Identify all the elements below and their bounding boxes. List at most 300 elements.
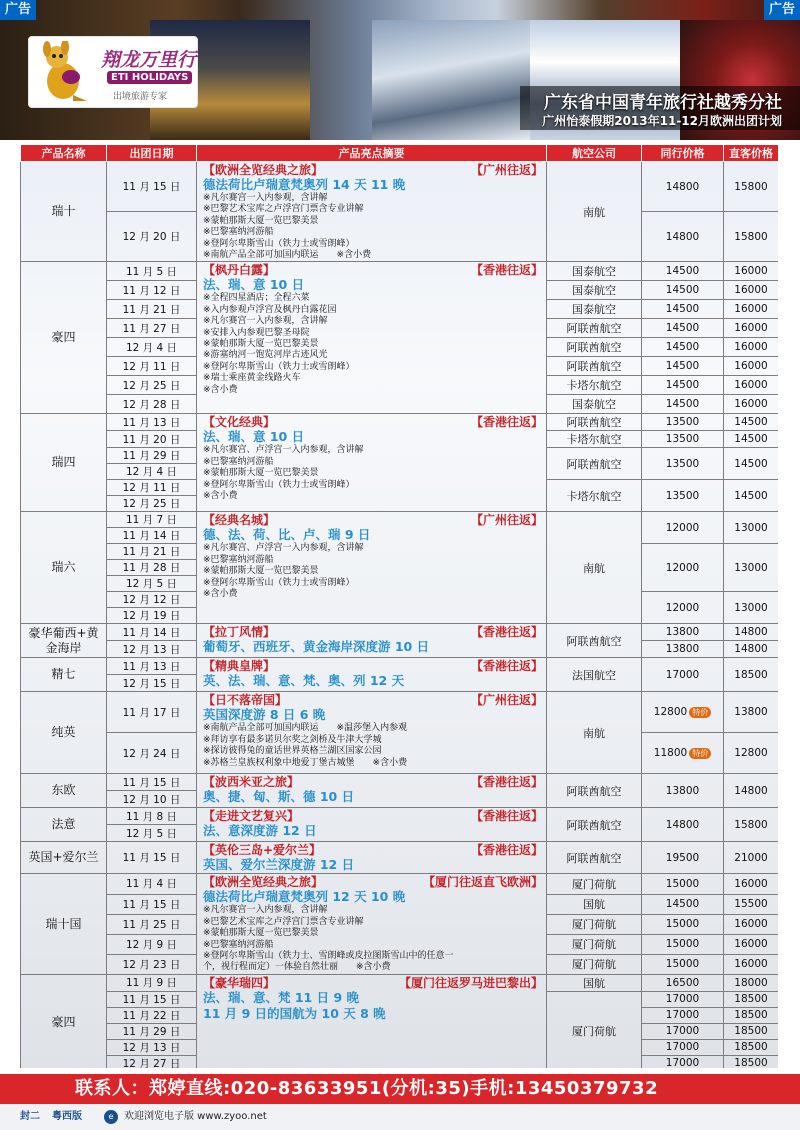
direct-price: 16000 (724, 914, 779, 934)
direct-price: 18500 (724, 1023, 779, 1039)
highlight-subtitle: 英国深度游 8 日 6 晚 (203, 707, 326, 723)
highlight-route: 【香港往返】 (470, 659, 543, 674)
footer (0, 1104, 800, 1130)
departure-date: 11 月 15 日 (107, 162, 197, 212)
direct-price: 12800 (724, 733, 779, 774)
highlight-note: ※含小费 (203, 384, 238, 395)
product-name: 豪华葡西+黄金海岸 (21, 624, 107, 658)
direct-price: 16000 (724, 395, 779, 414)
table-row (21, 624, 779, 641)
table-row (21, 842, 779, 874)
highlight-route: 【厦门往返罗马进巴黎出】 (398, 975, 543, 990)
peer-price (642, 212, 724, 262)
brand-name-cn: 翔龙万里行 (101, 49, 197, 71)
direct-price: 18000 (724, 974, 779, 991)
airline: 阿联酋航空 (547, 357, 642, 376)
peer-price (642, 592, 724, 624)
direct-price: 15800 (724, 162, 779, 212)
direct-price: 14800 (724, 641, 779, 658)
direct-price: 16000 (724, 281, 779, 300)
departure-date: 11 月 13 日 (107, 414, 197, 431)
airline: 阿联酋航空 (547, 624, 642, 658)
peer-price (642, 544, 724, 592)
highlight-note: ※蒙帕那斯大厦一览巴黎美景 (203, 468, 319, 479)
highlight-title (203, 693, 543, 707)
brand-name-en: ETI HOLIDAYS (107, 71, 192, 84)
peer-price-value: 13500 (665, 457, 700, 470)
table-row (21, 512, 779, 528)
departure-date: 11 月 28 日 (107, 560, 197, 576)
departure-date: 12 月 24 日 (107, 733, 197, 774)
peer-price-value: 14500 (665, 265, 700, 278)
peer-price (642, 1055, 724, 1068)
highlight-note: ※拜访享有最多诺贝尔奖之剑桥及牛津大学城 (203, 734, 382, 745)
departure-date: 12 月 4 日 (107, 464, 197, 480)
highlight-note: ※含小费 (203, 589, 238, 600)
peer-price (642, 874, 724, 894)
departure-date: 11 月 21 日 (107, 300, 197, 319)
product-name: 纯英 (21, 692, 107, 774)
departure-date: 12 月 11 日 (107, 357, 197, 376)
peer-price (642, 281, 724, 300)
product-highlights (197, 512, 547, 624)
direct-price: 14800 (724, 774, 779, 808)
special-price-badge: 特价 (689, 707, 711, 718)
airline: 国航 (547, 894, 642, 914)
airline: 阿联酋航空 (547, 808, 642, 842)
footer-edition: 粤西版 (52, 1111, 82, 1122)
peer-price (642, 414, 724, 431)
table-row (21, 874, 779, 894)
highlight-name: 【日不落帝国】 (203, 693, 288, 708)
peer-price (642, 954, 724, 974)
product-highlights (197, 162, 547, 262)
direct-price: 14800 (724, 624, 779, 641)
departure-date: 11 月 15 日 (107, 894, 197, 914)
product-name: 东欧 (21, 774, 107, 808)
peer-price (642, 395, 724, 414)
highlight-note: ※巴黎塞纳河游船 (203, 939, 274, 950)
highlight-note: ※蒙帕那斯大厦一览巴黎美景 (203, 339, 319, 350)
departure-date: 12 月 15 日 (107, 675, 197, 692)
peer-price-value: 14500 (665, 341, 700, 354)
kangaroo-mascot-icon (33, 41, 89, 103)
departure-date: 11 月 25 日 (107, 914, 197, 934)
product-highlights (197, 414, 547, 512)
departure-date: 12 月 9 日 (107, 934, 197, 954)
departure-date: 11 月 14 日 (107, 624, 197, 641)
departure-date: 11 月 7 日 (107, 512, 197, 528)
direct-price: 16000 (724, 934, 779, 954)
departure-date: 12 月 10 日 (107, 791, 197, 808)
product-name: 瑞十 (21, 162, 107, 262)
peer-price (642, 914, 724, 934)
highlight-title (203, 163, 543, 177)
product-name: 瑞四 (21, 414, 107, 512)
peer-price (642, 934, 724, 954)
airline: 国泰航空 (547, 262, 642, 281)
highlight-route: 【香港往返】 (470, 809, 543, 824)
peer-price (642, 692, 724, 733)
departure-date: 11 月 5 日 (107, 262, 197, 281)
airline: 国泰航空 (547, 395, 642, 414)
departure-date: 11 月 14 日 (107, 528, 197, 544)
airline: 阿联酋航空 (547, 414, 642, 431)
highlight-title (203, 513, 543, 527)
peer-price (642, 842, 724, 874)
departure-date: 12 月 5 日 (107, 576, 197, 592)
highlight-subtitle: 法、瑞、意 10 日 (203, 277, 305, 293)
highlight-route: 【香港往返】 (470, 775, 543, 790)
departure-date: 12 月 11 日 (107, 480, 197, 496)
peer-price (642, 974, 724, 991)
table-row (21, 414, 779, 431)
peer-price (642, 808, 724, 842)
brand-logo (28, 36, 198, 108)
peer-price-value: 14800 (665, 180, 700, 193)
peer-price-value: 17000 (665, 1025, 700, 1038)
highlight-title (203, 415, 543, 429)
highlight-subtitle: 法、瑞、意 10 日 (203, 429, 305, 445)
direct-price: 18500 (724, 1007, 779, 1023)
departure-date: 12 月 25 日 (107, 496, 197, 512)
highlight-subtitle: 奥、捷、匈、斯、德 10 日 (203, 789, 355, 805)
departure-date: 12 月 25 日 (107, 376, 197, 395)
highlight-note: 个，视行程而定）一体验自然壮丽 ※含小费 (203, 962, 391, 973)
table-header-row (21, 145, 779, 162)
peer-price-value: 17000 (665, 668, 700, 681)
airline: 厦门荷航 (547, 874, 642, 894)
direct-price: 14500 (724, 431, 779, 448)
departure-date: 12 月 4 日 (107, 338, 197, 357)
highlight-note: ※凡尔赛宫一入内参观，含讲解 (203, 193, 328, 203)
peer-price (642, 1007, 724, 1023)
ebook-logo-icon: e (104, 1110, 118, 1124)
direct-price: 13000 (724, 512, 779, 544)
peer-price (642, 480, 724, 512)
airline: 阿联酋航空 (547, 774, 642, 808)
highlight-note: ※瑞士乘座黄金线路火车 (203, 373, 301, 384)
table-row (21, 974, 779, 991)
highlight-title (203, 263, 543, 277)
peer-price-value: 19500 (665, 851, 700, 864)
highlight-note: ※蒙帕那斯大厦一览巴黎美景 (203, 566, 319, 577)
airline: 阿联酋航空 (547, 448, 642, 480)
direct-price: 15800 (724, 808, 779, 842)
highlight-note: ※登阿尔卑斯雪山（铁力士、雪朗峰或皮拉图斯雪山中的任意一 (203, 951, 454, 962)
departure-date: 11 月 8 日 (107, 808, 197, 825)
peer-price (642, 733, 724, 774)
peer-price-value: 12000 (665, 521, 700, 534)
product-highlights (197, 658, 547, 692)
peer-price (642, 1023, 724, 1039)
airline: 阿联酋航空 (547, 338, 642, 357)
peer-price-value: 11800 (653, 747, 688, 760)
highlight-subtitle: 德法荷比卢瑞意梵奥列 12 天 10 晚 (203, 889, 406, 905)
airline: 卡塔尔航空 (547, 431, 642, 448)
column-header-product: 产品名称 (21, 145, 107, 162)
product-name: 瑞六 (21, 512, 107, 624)
peer-price (642, 431, 724, 448)
highlight-note: ※巴黎塞纳河游船 (203, 227, 274, 238)
departure-date: 11 月 27 日 (107, 319, 197, 338)
direct-price: 14500 (724, 448, 779, 480)
highlight-note: ※南航产品全部可加国内联运 ※温莎堡入内参观 (203, 723, 408, 734)
departure-date: 11 月 29 日 (107, 1023, 197, 1039)
peer-price (642, 774, 724, 808)
departure-date: 12 月 27 日 (107, 1055, 197, 1068)
airline: 厦门荷航 (547, 934, 642, 954)
direct-price: 13000 (724, 544, 779, 592)
highlight-title (203, 976, 543, 990)
highlight-subtitle: 德、法、荷、比、卢、瑞 9 日 (203, 527, 371, 543)
ad-label-right: 广告 (764, 0, 800, 20)
direct-price: 16000 (724, 874, 779, 894)
table-row (21, 692, 779, 733)
highlight-note: ※凡尔赛宫一入内参观，含讲解 (203, 905, 328, 916)
departure-date: 12 月 13 日 (107, 641, 197, 658)
table-row (21, 658, 779, 675)
direct-price: 18500 (724, 1039, 779, 1055)
footer-website: 欢迎浏览电子版 www.zyoo.net (124, 1111, 267, 1122)
peer-price (642, 262, 724, 281)
ad-label-left: 广告 (0, 0, 36, 20)
airline: 厦门荷航 (547, 914, 642, 934)
column-header-highlights: 产品亮点摘要 (197, 145, 547, 162)
departure-date: 12 月 19 日 (107, 608, 197, 624)
highlight-note: ※游塞纳河一饱览河岸古迹风光 (203, 350, 328, 361)
direct-price: 16000 (724, 338, 779, 357)
direct-price: 16000 (724, 954, 779, 974)
product-name: 英国+爱尔兰 (21, 842, 107, 874)
airline: 国航 (547, 974, 642, 991)
peer-price-value: 14800 (665, 818, 700, 831)
product-name: 法意 (21, 808, 107, 842)
highlight-title (203, 625, 543, 639)
banner-photo-town (372, 20, 532, 140)
direct-price: 16000 (724, 376, 779, 395)
highlight-route: 【香港往返】 (470, 625, 543, 640)
table-row (21, 262, 779, 281)
direct-price: 18500 (724, 991, 779, 1007)
highlight-note: ※登阿尔卑斯雪山（铁力士或雪朗峰） (203, 479, 355, 490)
peer-price-value: 13800 (665, 784, 700, 797)
direct-price: 15800 (724, 212, 779, 262)
departure-date: 11 月 9 日 (107, 974, 197, 991)
product-name: 精七 (21, 658, 107, 692)
direct-price: 14500 (724, 414, 779, 431)
highlight-subtitle: 法、意深度游 12 日 (203, 823, 317, 839)
highlight-note: ※巴黎艺术宝库之卢浮宫门票含专业讲解 (203, 916, 364, 927)
highlight-route: 【广州往返】 (470, 693, 543, 708)
special-price-badge: 特价 (689, 748, 711, 759)
peer-price-value: 13500 (665, 416, 700, 429)
peer-price-value: 15000 (665, 918, 700, 931)
highlight-name: 【精典皇牌】 (203, 659, 276, 674)
highlight-note: ※蒙帕那斯大厦一览巴黎美景 (203, 215, 319, 226)
departure-date: 12 月 13 日 (107, 1039, 197, 1055)
peer-price-value: 14800 (665, 230, 700, 243)
column-header-date: 出团日期 (107, 145, 197, 162)
peer-price-value: 13500 (665, 433, 700, 446)
highlight-title (203, 659, 543, 673)
airline: 阿联酋航空 (547, 842, 642, 874)
peer-price-value: 14500 (665, 898, 700, 911)
peer-price-value: 12000 (665, 561, 700, 574)
departure-date: 11 月 13 日 (107, 658, 197, 675)
peer-price (642, 512, 724, 544)
airline: 南航 (547, 162, 642, 262)
departure-date: 11 月 15 日 (107, 842, 197, 874)
direct-price: 16000 (724, 319, 779, 338)
highlight-note: ※登阿尔卑斯雪山（铁力士或雪朗峰） (203, 238, 355, 249)
departure-date: 11 月 12 日 (107, 281, 197, 300)
highlight-note: ※蒙帕那斯大厦一览巴黎美景 (203, 928, 319, 939)
airline: 法国航空 (547, 658, 642, 692)
tour-schedule-table (20, 144, 778, 1068)
highlight-name: 【走进文艺复兴】 (203, 809, 300, 824)
departure-date: 11 月 15 日 (107, 774, 197, 791)
highlight-name: 【拉丁风情】 (203, 625, 276, 640)
peer-price (642, 357, 724, 376)
direct-price: 13800 (724, 692, 779, 733)
highlight-route: 【香港往返】 (470, 263, 543, 278)
direct-price: 16000 (724, 300, 779, 319)
agency-title: 广东省中国青年旅行社越秀分社 (544, 93, 782, 113)
highlight-title (203, 809, 543, 823)
highlight-note: ※安排入内参观巴黎圣母院 (203, 327, 310, 338)
highlight-route: 【广州往返】 (470, 513, 543, 528)
airline: 卡塔尔航空 (547, 376, 642, 395)
peer-price-value: 14500 (665, 284, 700, 297)
product-highlights (197, 774, 547, 808)
peer-price-value: 12000 (665, 601, 700, 614)
peer-price-value: 17000 (665, 1057, 700, 1068)
table-row (21, 808, 779, 825)
peer-price-value: 14500 (665, 360, 700, 373)
airline: 国泰航空 (547, 281, 642, 300)
departure-date: 11 月 29 日 (107, 448, 197, 464)
departure-date: 12 月 12 日 (107, 592, 197, 608)
plan-title: 广州怡泰假期2013年11-12月欧洲出团计划 (542, 114, 782, 128)
highlight-name: 【波西米亚之旅】 (203, 775, 300, 790)
product-highlights (197, 808, 547, 842)
peer-price (642, 641, 724, 658)
peer-price-value: 14500 (665, 379, 700, 392)
departure-date: 11 月 22 日 (107, 1007, 197, 1023)
peer-price (642, 624, 724, 641)
direct-price: 13000 (724, 592, 779, 624)
table-body (21, 162, 779, 1069)
contact-bar: 联系人：郑婷直线:020-83633951(分机:35)手机:13450379732 (0, 1074, 800, 1104)
product-highlights (197, 692, 547, 774)
airline: 南航 (547, 512, 642, 624)
peer-price-value: 15000 (665, 958, 700, 971)
column-header-airline: 航空公司 (547, 145, 642, 162)
peer-price (642, 894, 724, 914)
highlight-note: ※凡尔赛宫、卢浮宫一入内参观，含讲解 (203, 543, 364, 554)
peer-price-value: 14500 (665, 322, 700, 335)
peer-price (642, 300, 724, 319)
highlight-subtitle-extra: 11 月 9 日的国航为 10 天 8 晚 (203, 1005, 386, 1021)
airline: 卡塔尔航空 (547, 480, 642, 512)
direct-price: 14500 (724, 480, 779, 512)
peer-price-value: 17000 (665, 1041, 700, 1054)
peer-price-value: 13500 (665, 489, 700, 502)
peer-price (642, 991, 724, 1007)
highlight-name: 【文化经典】 (203, 415, 276, 430)
peer-price (642, 448, 724, 480)
highlight-note: ※入内参观卢浮宫及枫丹白露花园 (203, 304, 337, 315)
highlight-note: ※巴黎艺术宝库之卢浮宫门票含专业讲解 (203, 204, 364, 215)
highlight-subtitle: 英、法、瑞、意、梵、奥、列 12 天 (203, 673, 405, 689)
airline: 阿联酋航空 (547, 319, 642, 338)
peer-price (642, 319, 724, 338)
peer-price-value: 17000 (665, 993, 700, 1006)
highlight-name: 【英伦三岛+爱尔兰】 (203, 843, 322, 858)
airline: 南航 (547, 692, 642, 774)
highlight-note: ※巴黎塞纳河游船 (203, 456, 274, 467)
product-name: 豪四 (21, 974, 107, 1068)
column-header-direct-price: 直客价格 (724, 145, 779, 162)
peer-price-value: 13800 (665, 643, 700, 656)
product-name: 瑞十国 (21, 874, 107, 974)
direct-price: 18500 (724, 658, 779, 692)
direct-price: 18500 (724, 1055, 779, 1068)
peer-price-value: 16500 (665, 976, 700, 989)
departure-date: 12 月 5 日 (107, 825, 197, 842)
departure-date: 12 月 20 日 (107, 212, 197, 262)
tour-schedule-table-wrapper (20, 144, 778, 1068)
departure-date: 11 月 20 日 (107, 431, 197, 448)
highlight-note: ※南航产品全部可加国内联运 ※含小费 (203, 250, 372, 261)
footer-page-label: 封二 (20, 1111, 40, 1122)
peer-price-value: 17000 (665, 1009, 700, 1022)
direct-price: 15500 (724, 894, 779, 914)
peer-price-value: 13800 (665, 626, 700, 639)
highlight-title (203, 875, 543, 889)
highlight-route: 【广州往返】 (470, 163, 543, 177)
peer-price-value: 15000 (665, 877, 700, 890)
highlight-name: 【豪华瑞四】 (203, 975, 276, 990)
departure-date: 11 月 17 日 (107, 692, 197, 733)
highlight-note: ※凡尔赛宫、卢浮宫一入内参观，含讲解 (203, 445, 364, 456)
peer-price (642, 376, 724, 395)
highlight-note: ※凡尔赛宫一入内参观，含讲解 (203, 316, 328, 327)
highlight-note: ※巴黎塞纳河游船 (203, 554, 274, 565)
column-header-peer-price: 同行价格 (642, 145, 724, 162)
table-row (21, 162, 779, 212)
direct-price: 16000 (724, 262, 779, 281)
highlight-route: 【香港往返】 (470, 415, 543, 430)
peer-price (642, 1039, 724, 1055)
departure-date: 11 月 15 日 (107, 991, 197, 1007)
peer-price-value: 14500 (665, 303, 700, 316)
highlight-name: 【欧洲全览经典之旅】 (203, 163, 324, 177)
peer-price (642, 162, 724, 212)
highlight-note: ※含小费 (203, 491, 238, 502)
airline: 厦门荷航 (547, 954, 642, 974)
product-highlights (197, 262, 547, 414)
direct-price: 21000 (724, 842, 779, 874)
airline: 国泰航空 (547, 300, 642, 319)
highlight-subtitle: 法、瑞、意、梵 11 日 9 晚 (203, 989, 360, 1005)
airline: 厦门荷航 (547, 991, 642, 1068)
highlight-name: 【欧洲全览经典之旅】 (203, 875, 324, 890)
product-highlights (197, 874, 547, 974)
highlight-title (203, 843, 543, 857)
highlight-subtitle: 葡萄牙、西班牙、黄金海岸深度游 10 日 (203, 639, 430, 655)
